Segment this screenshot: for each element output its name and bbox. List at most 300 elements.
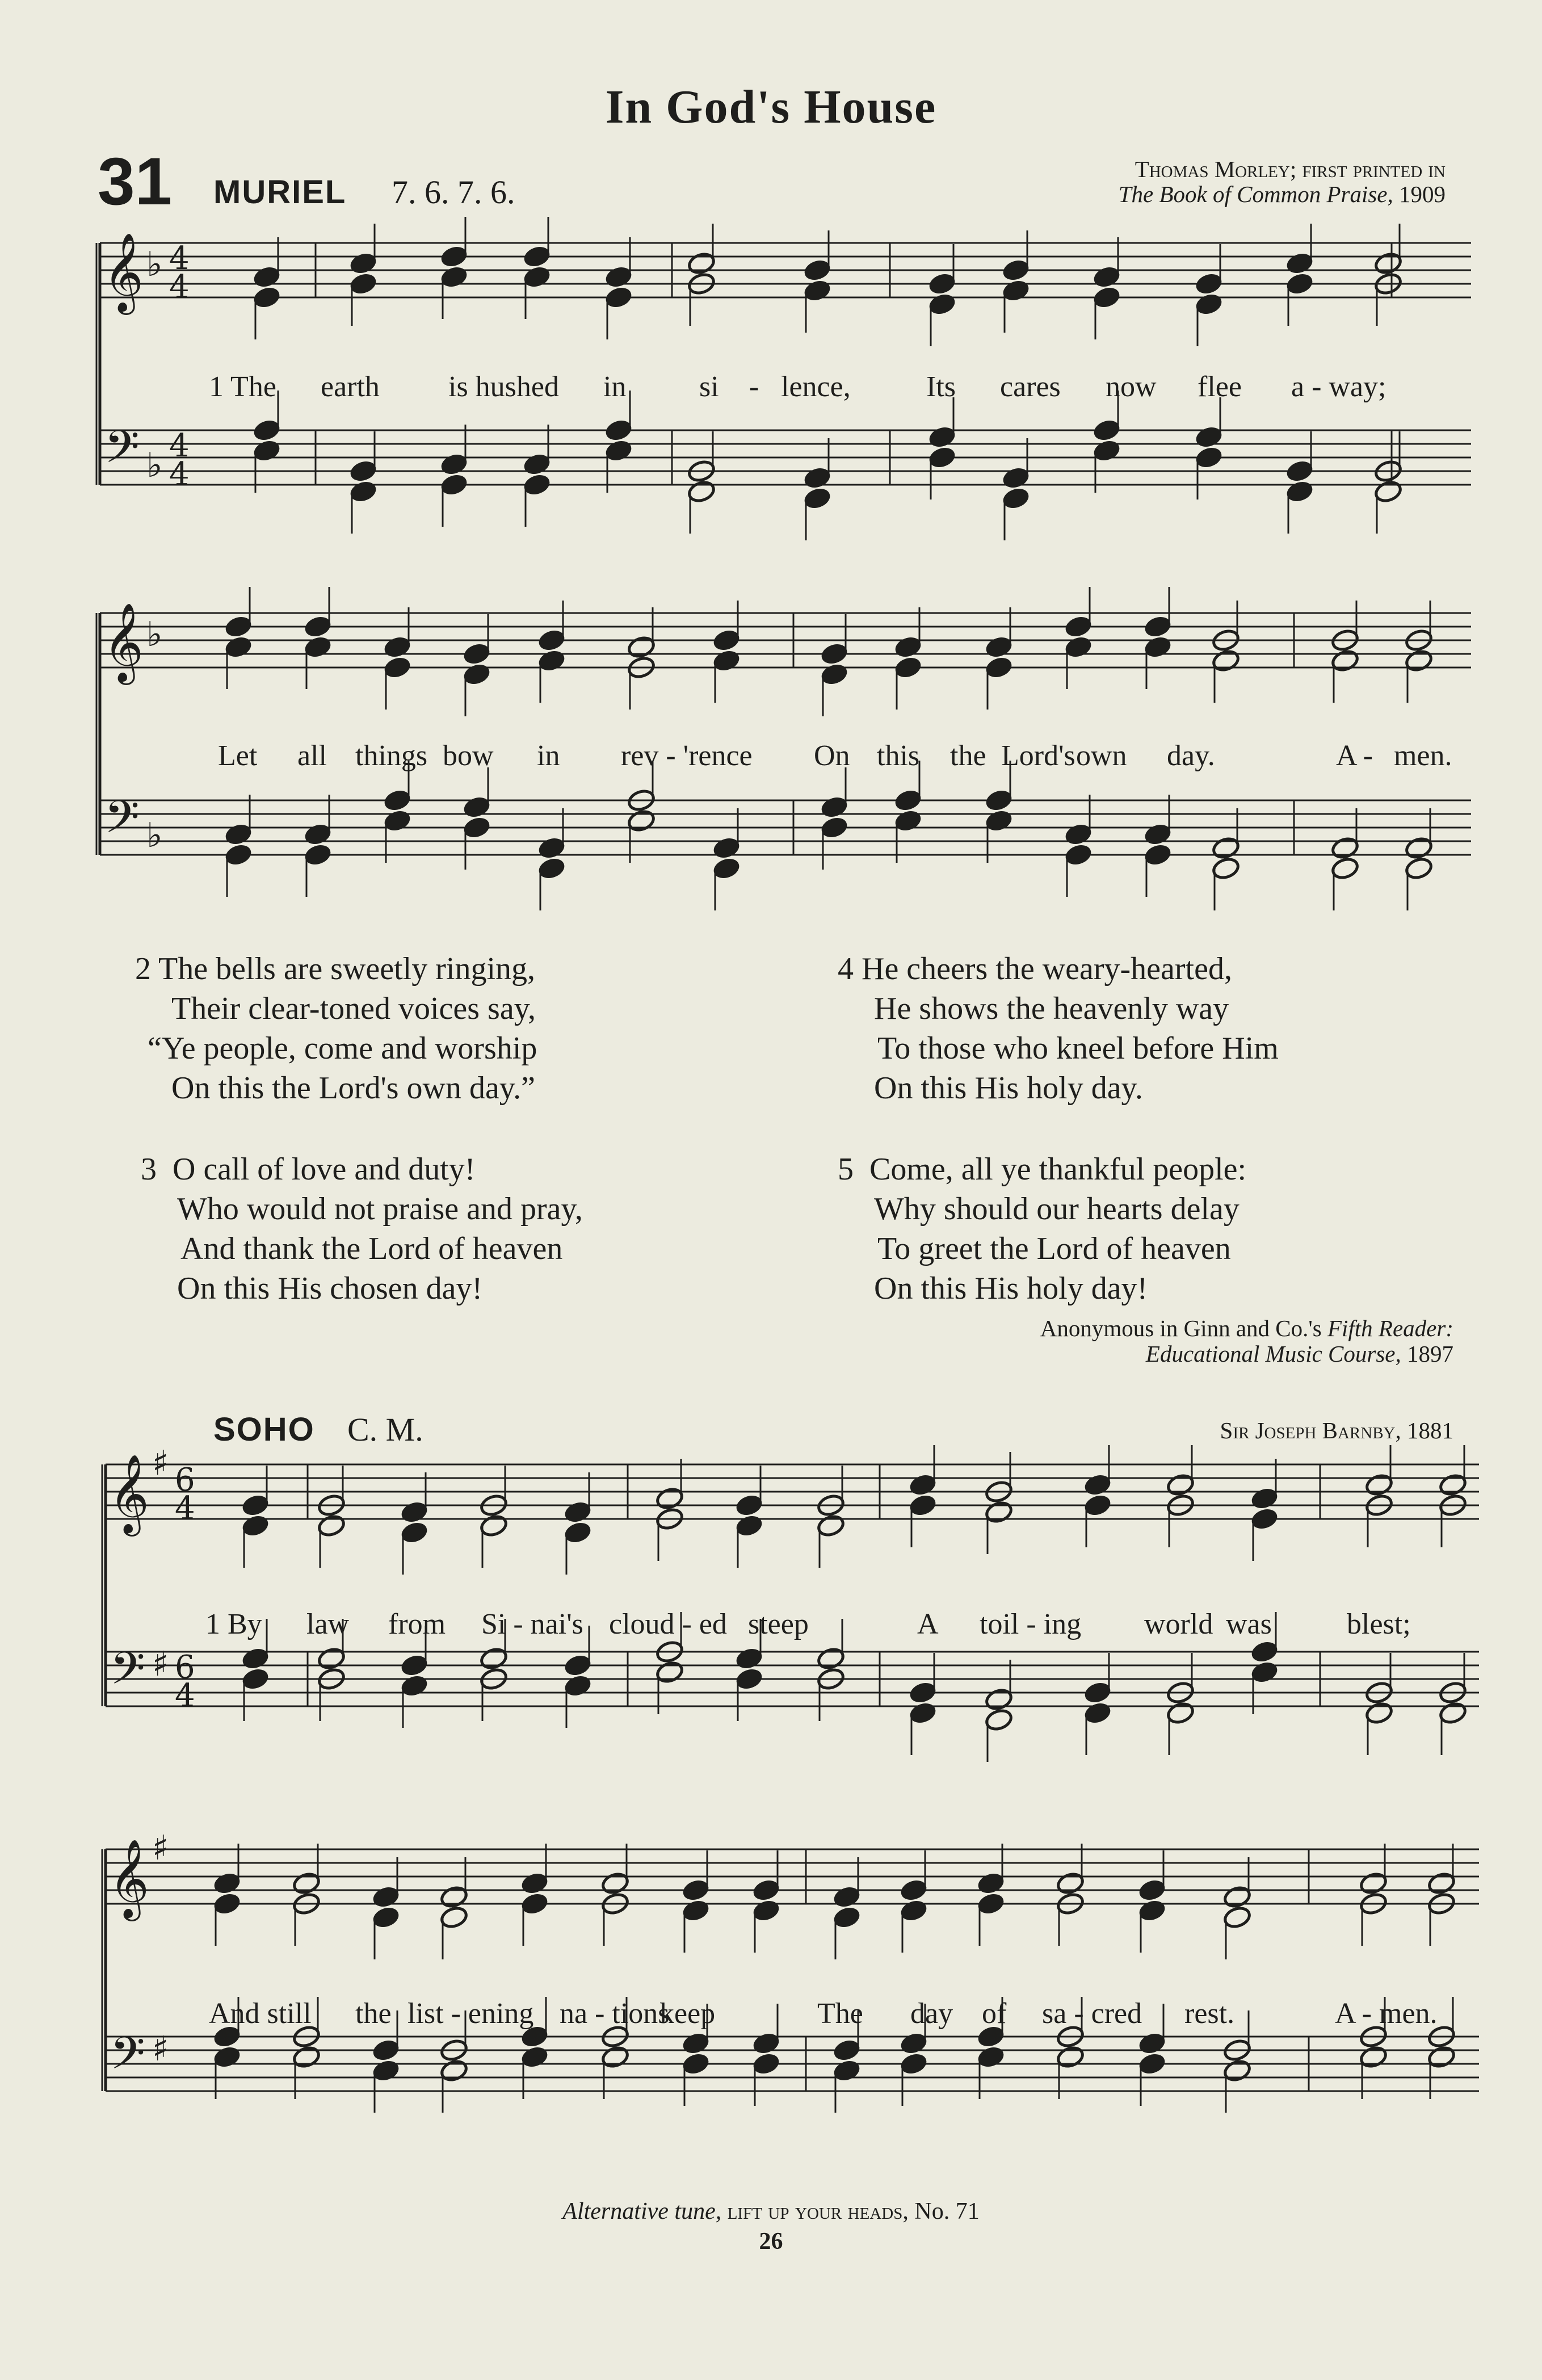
time-signature-icon: 4 bbox=[169, 268, 190, 305]
note-head-icon bbox=[899, 1878, 928, 1902]
lyric-syllable: On bbox=[814, 740, 850, 772]
note-head-icon bbox=[976, 1891, 1006, 1916]
note-head-icon bbox=[462, 662, 491, 686]
note-head-icon bbox=[1143, 635, 1173, 659]
note-head-icon bbox=[1404, 648, 1434, 673]
note-head-icon bbox=[1056, 1871, 1085, 1895]
note-head-icon bbox=[1373, 479, 1403, 503]
tune-name-2: SOHO bbox=[213, 1411, 315, 1448]
note-head-icon bbox=[600, 1871, 630, 1895]
lyric-syllable: A - bbox=[1336, 740, 1373, 772]
note-head-icon bbox=[984, 788, 1014, 812]
note-head-icon bbox=[627, 635, 656, 659]
sharp-key-signature-icon: ♯ bbox=[152, 1644, 169, 1684]
lyric-syllable: law bbox=[306, 1608, 350, 1640]
note-head-icon bbox=[1001, 278, 1031, 303]
note-head-icon bbox=[563, 1500, 593, 1524]
note-head-icon bbox=[252, 418, 281, 442]
time-signature-icon: 4 bbox=[169, 427, 190, 464]
note-head-icon bbox=[984, 655, 1014, 679]
note-head-icon bbox=[252, 285, 281, 309]
note-head-icon bbox=[520, 2045, 549, 2069]
note-head-icon bbox=[439, 1905, 469, 1929]
note-head-icon bbox=[1056, 2045, 1085, 2069]
lyric-syllable: day. bbox=[1167, 740, 1215, 772]
verse-line: 3 O call of love and duty! bbox=[141, 1152, 476, 1187]
note-head-icon bbox=[292, 1871, 321, 1895]
credit-prefix: Anonymous in Ginn and Co.'s bbox=[1040, 1315, 1322, 1341]
note-head-icon bbox=[1222, 2058, 1252, 2083]
note-head-icon bbox=[687, 251, 716, 275]
note-head-icon bbox=[522, 265, 552, 289]
note-head-icon bbox=[1211, 648, 1241, 673]
time-signature-icon: 4 bbox=[169, 240, 190, 277]
note-head-icon bbox=[734, 1667, 764, 1691]
note-head-icon bbox=[655, 1660, 684, 1684]
verse-3 bbox=[141, 1149, 583, 1308]
note-head-icon bbox=[371, 2058, 401, 2083]
note-head-icon bbox=[832, 1905, 862, 1929]
sharp-key-signature-icon: ♯ bbox=[152, 1828, 169, 1868]
note-head-icon bbox=[1143, 822, 1173, 846]
text-credit bbox=[1040, 1316, 1453, 1367]
note-head-icon bbox=[348, 479, 378, 503]
note-head-icon bbox=[400, 1673, 429, 1698]
note-head-icon bbox=[400, 1653, 429, 1677]
source-title: The Book of Common Praise, bbox=[1118, 181, 1393, 208]
lyric-syllable: a - way; bbox=[1291, 371, 1386, 403]
note-head-icon bbox=[893, 635, 923, 659]
credit-title-2: Educational Music Course, bbox=[1145, 1341, 1401, 1367]
note-head-icon bbox=[899, 1898, 928, 1923]
lyric-syllable: things bbox=[355, 740, 428, 772]
bass-clef-icon: 𝄢 bbox=[110, 2027, 145, 2091]
treble-clef-icon: 𝄞 bbox=[103, 233, 144, 312]
source-year: 1909 bbox=[1399, 181, 1446, 208]
lyric-syllable: cares bbox=[1000, 371, 1061, 403]
note-head-icon bbox=[1064, 842, 1093, 867]
lyric-syllable: A bbox=[917, 1608, 939, 1640]
time-signature-icon: 4 bbox=[175, 1677, 195, 1714]
note-head-icon bbox=[439, 265, 469, 289]
note-head-icon bbox=[984, 1687, 1014, 1711]
note-head-icon bbox=[604, 438, 633, 463]
time-signature-icon: 6 bbox=[175, 1462, 195, 1498]
note-head-icon bbox=[927, 292, 957, 316]
note-head-icon bbox=[537, 628, 566, 652]
lyric-syllable: list - ening bbox=[407, 1997, 534, 2030]
note-head-icon bbox=[348, 459, 378, 483]
note-head-icon bbox=[893, 655, 923, 679]
note-head-icon bbox=[712, 648, 741, 673]
note-head-icon bbox=[712, 628, 741, 652]
lyric-syllable: And still bbox=[209, 1997, 312, 2030]
note-head-icon bbox=[976, 1871, 1006, 1895]
note-head-icon bbox=[212, 1891, 242, 1916]
verse-2 bbox=[135, 949, 537, 1108]
note-head-icon bbox=[317, 1646, 346, 1670]
lyric-syllable: the bbox=[950, 740, 986, 772]
verse-line: To greet the Lord of heaven bbox=[877, 1231, 1231, 1266]
note-head-icon bbox=[439, 472, 469, 497]
note-head-icon bbox=[1092, 438, 1121, 463]
composer-attribution-2: Sir Joseph Barnby, 1881 bbox=[1220, 1417, 1453, 1443]
lyric-syllable: The bbox=[817, 1997, 863, 2030]
note-head-icon bbox=[1137, 1878, 1167, 1902]
lyrics-line-3 bbox=[0, 1607, 1542, 1647]
note-head-icon bbox=[522, 244, 552, 268]
sharp-key-signature-icon: ♯ bbox=[152, 2029, 169, 2069]
note-head-icon bbox=[1250, 1660, 1279, 1684]
note-head-icon bbox=[1092, 418, 1121, 442]
note-head-icon bbox=[1250, 1486, 1279, 1510]
note-head-icon bbox=[520, 1871, 549, 1895]
lyric-syllable: is hushed bbox=[448, 371, 559, 403]
lyric-syllable: now bbox=[1106, 371, 1157, 403]
footer-no: No. 71 bbox=[914, 2198, 980, 2224]
lyric-syllable: was bbox=[1226, 1608, 1272, 1640]
note-head-icon bbox=[522, 452, 552, 476]
lyric-syllable: all bbox=[297, 740, 327, 772]
lyric-syllable: toil - ing bbox=[980, 1608, 1082, 1640]
note-head-icon bbox=[479, 1513, 509, 1538]
verse-line: On this His holy day. bbox=[874, 1071, 1143, 1106]
lyric-syllable: - bbox=[749, 371, 759, 403]
note-head-icon bbox=[1222, 1905, 1252, 1929]
note-head-icon bbox=[292, 2045, 321, 2069]
note-head-icon bbox=[563, 1520, 593, 1544]
note-head-icon bbox=[348, 271, 378, 296]
note-head-icon bbox=[317, 1513, 346, 1538]
note-head-icon bbox=[1285, 251, 1314, 275]
note-head-icon bbox=[734, 1513, 764, 1538]
footer-prefix: Alternative tune, bbox=[562, 2198, 722, 2224]
lyric-syllable: world bbox=[1144, 1608, 1213, 1640]
verse-4 bbox=[838, 949, 1279, 1108]
note-head-icon bbox=[1404, 836, 1434, 860]
lyrics-line-1 bbox=[0, 370, 1542, 410]
note-head-icon bbox=[712, 836, 741, 860]
note-head-icon bbox=[1222, 1884, 1252, 1909]
lyric-syllable: si bbox=[699, 371, 719, 403]
lyric-syllable: this bbox=[877, 740, 920, 772]
verse-line: 2 The bells are sweetly ringing, bbox=[135, 951, 536, 987]
credit-year: 1897 bbox=[1407, 1341, 1453, 1367]
bass-clef-icon: 𝄢 bbox=[104, 421, 140, 484]
time-signature-icon: 4 bbox=[169, 456, 190, 493]
note-head-icon bbox=[984, 635, 1014, 659]
note-head-icon bbox=[734, 1493, 764, 1517]
note-head-icon bbox=[1092, 285, 1121, 309]
note-head-icon bbox=[1083, 1680, 1112, 1705]
note-head-icon bbox=[908, 1680, 938, 1705]
lyric-syllable: Si - nai's bbox=[481, 1608, 583, 1640]
note-head-icon bbox=[655, 1486, 684, 1510]
note-head-icon bbox=[820, 795, 849, 819]
note-head-icon bbox=[681, 2051, 711, 2076]
credit-title: Fifth Reader: bbox=[1327, 1315, 1453, 1341]
lyric-syllable: own bbox=[1076, 740, 1127, 772]
note-head-icon bbox=[820, 641, 849, 666]
note-head-icon bbox=[832, 2038, 862, 2062]
note-head-icon bbox=[802, 278, 832, 303]
page-number: 26 bbox=[759, 2228, 783, 2255]
lyric-syllable: flee bbox=[1198, 371, 1242, 403]
tune-meter: 7. 6. 7. 6. bbox=[392, 174, 515, 211]
note-head-icon bbox=[212, 1871, 242, 1895]
note-head-icon bbox=[893, 808, 923, 833]
note-head-icon bbox=[832, 1884, 862, 1909]
note-head-icon bbox=[252, 438, 281, 463]
note-head-icon bbox=[820, 815, 849, 839]
note-head-icon bbox=[303, 822, 333, 846]
verse-line: 5 Come, all ye thankful people: bbox=[838, 1152, 1247, 1187]
note-head-icon bbox=[1083, 1701, 1112, 1725]
note-head-icon bbox=[1001, 465, 1031, 490]
note-head-icon bbox=[537, 648, 566, 673]
lyric-syllable: sa - cred bbox=[1042, 1997, 1142, 2030]
note-head-icon bbox=[1359, 1871, 1388, 1895]
time-signature-icon: 4 bbox=[175, 1490, 195, 1527]
note-head-icon bbox=[1250, 1506, 1279, 1531]
note-head-icon bbox=[1143, 842, 1173, 867]
note-head-icon bbox=[303, 635, 333, 659]
note-head-icon bbox=[1194, 445, 1224, 469]
note-head-icon bbox=[1330, 648, 1360, 673]
note-head-icon bbox=[816, 1513, 846, 1538]
note-head-icon bbox=[751, 1898, 781, 1923]
treble-clef-icon: 𝄞 bbox=[109, 1454, 149, 1533]
note-head-icon bbox=[303, 842, 333, 867]
verse-line: “Ye people, come and worship bbox=[148, 1031, 537, 1066]
treble-clef-icon: 𝄞 bbox=[103, 603, 144, 682]
note-head-icon bbox=[984, 808, 1014, 833]
note-head-icon bbox=[908, 1472, 938, 1497]
footer-ref: lift up your heads, bbox=[727, 2198, 909, 2224]
note-head-icon bbox=[479, 1646, 509, 1670]
note-head-icon bbox=[1404, 856, 1434, 880]
lyric-syllable: men. bbox=[1394, 740, 1452, 772]
verse-line: 4 He cheers the weary-hearted, bbox=[838, 951, 1232, 987]
tune-meter-2: C. M. bbox=[347, 1411, 423, 1448]
lyric-syllable: A - bbox=[1335, 1997, 1372, 2030]
verse-line: On this the Lord's own day.” bbox=[171, 1071, 536, 1106]
note-head-icon bbox=[1143, 614, 1173, 639]
note-head-icon bbox=[832, 2058, 862, 2083]
lyric-syllable: lence, bbox=[781, 371, 851, 403]
lyric-syllable: Its bbox=[926, 371, 956, 403]
note-head-icon bbox=[1166, 1701, 1195, 1725]
note-head-icon bbox=[1083, 1472, 1112, 1497]
note-head-icon bbox=[462, 815, 491, 839]
lyric-syllable: rest. bbox=[1184, 1997, 1235, 2030]
note-head-icon bbox=[1194, 425, 1224, 449]
lyric-syllable: 1 By bbox=[205, 1608, 262, 1640]
note-head-icon bbox=[439, 244, 469, 268]
note-head-icon bbox=[600, 2045, 630, 2069]
note-head-icon bbox=[371, 1905, 401, 1929]
lyric-syllable: Let bbox=[218, 740, 258, 772]
note-head-icon bbox=[400, 1520, 429, 1544]
verse-line: On this His holy day! bbox=[874, 1271, 1148, 1306]
note-head-icon bbox=[224, 842, 253, 867]
note-head-icon bbox=[1285, 459, 1314, 483]
verse-line: And thank the Lord of heaven bbox=[180, 1231, 563, 1266]
note-head-icon bbox=[1137, 1898, 1167, 1923]
note-head-icon bbox=[462, 641, 491, 666]
lyric-syllable: earth bbox=[321, 371, 380, 403]
lyric-syllable: blest; bbox=[1347, 1608, 1411, 1640]
tune-name: MURIEL bbox=[213, 174, 347, 211]
note-head-icon bbox=[1285, 271, 1314, 296]
note-head-icon bbox=[383, 635, 412, 659]
note-head-icon bbox=[1427, 2045, 1456, 2069]
note-head-icon bbox=[241, 1513, 270, 1538]
note-head-icon bbox=[1137, 2051, 1167, 2076]
lyric-syllable: of bbox=[982, 1997, 1007, 2030]
lyric-syllable: in bbox=[603, 371, 627, 403]
lyric-syllable: the bbox=[355, 1997, 392, 2030]
lyric-syllable: steep bbox=[748, 1608, 809, 1640]
note-head-icon bbox=[976, 2045, 1006, 2069]
page-title: In God's House bbox=[605, 81, 937, 133]
note-head-icon bbox=[348, 251, 378, 275]
note-head-icon bbox=[212, 2045, 242, 2069]
footer-note bbox=[0, 2198, 1542, 2225]
note-head-icon bbox=[751, 2051, 781, 2076]
note-head-icon bbox=[687, 479, 716, 503]
note-head-icon bbox=[439, 2058, 469, 2083]
note-head-icon bbox=[1373, 251, 1403, 275]
note-head-icon bbox=[522, 472, 552, 497]
note-head-icon bbox=[604, 285, 633, 309]
note-head-icon bbox=[224, 614, 253, 639]
verse-line: Their clear-toned voices say, bbox=[171, 991, 536, 1026]
lyric-syllable: in bbox=[537, 740, 560, 772]
note-head-icon bbox=[734, 1646, 764, 1670]
lyric-syllable: men. bbox=[1379, 1997, 1438, 2030]
note-head-icon bbox=[927, 445, 957, 469]
note-head-icon bbox=[241, 1646, 270, 1670]
note-head-icon bbox=[383, 808, 412, 833]
note-head-icon bbox=[1064, 822, 1093, 846]
flat-key-signature-icon: ♭ bbox=[146, 245, 163, 284]
treble-clef-icon: 𝄞 bbox=[109, 1839, 149, 1918]
note-head-icon bbox=[241, 1667, 270, 1691]
hymn-number: 31 bbox=[98, 144, 173, 219]
note-head-icon bbox=[1092, 265, 1121, 289]
note-head-icon bbox=[1330, 856, 1360, 880]
note-head-icon bbox=[802, 465, 832, 490]
note-head-icon bbox=[984, 1500, 1014, 1524]
note-head-icon bbox=[712, 856, 741, 880]
flat-key-signature-icon: ♭ bbox=[146, 816, 163, 855]
note-head-icon bbox=[681, 1898, 711, 1923]
note-head-icon bbox=[537, 836, 566, 860]
note-head-icon bbox=[899, 2051, 928, 2076]
lyric-syllable: na - tions bbox=[560, 1997, 670, 2030]
verse-line: Why should our hearts delay bbox=[874, 1191, 1240, 1227]
note-head-icon bbox=[927, 271, 957, 296]
note-head-icon bbox=[224, 822, 253, 846]
note-head-icon bbox=[241, 1493, 270, 1517]
note-head-icon bbox=[627, 808, 656, 833]
note-head-icon bbox=[1194, 292, 1224, 316]
lyric-syllable: keep bbox=[659, 1997, 716, 2030]
lyric-syllable: cloud - ed bbox=[609, 1608, 727, 1640]
note-head-icon bbox=[802, 486, 832, 510]
note-head-icon bbox=[1001, 258, 1031, 282]
bass-clef-icon: 𝄢 bbox=[110, 1642, 145, 1706]
note-head-icon bbox=[303, 614, 333, 639]
note-head-icon bbox=[893, 788, 923, 812]
lyric-syllable: day bbox=[910, 1997, 953, 2030]
note-head-icon bbox=[1194, 271, 1224, 296]
note-head-icon bbox=[1427, 1871, 1456, 1895]
note-head-icon bbox=[439, 452, 469, 476]
note-head-icon bbox=[751, 1878, 781, 1902]
note-head-icon bbox=[820, 662, 849, 686]
note-head-icon bbox=[1438, 1472, 1468, 1497]
verse-line: He shows the heavenly way bbox=[874, 991, 1229, 1026]
note-head-icon bbox=[927, 425, 957, 449]
lyric-syllable: rev - 'rence bbox=[621, 740, 753, 772]
sharp-key-signature-icon: ♯ bbox=[152, 1443, 169, 1483]
note-head-icon bbox=[1064, 635, 1093, 659]
note-head-icon bbox=[1285, 479, 1314, 503]
note-head-icon bbox=[1064, 614, 1093, 639]
flat-key-signature-icon: ♭ bbox=[146, 446, 163, 485]
note-head-icon bbox=[400, 1500, 429, 1524]
note-head-icon bbox=[224, 635, 253, 659]
note-head-icon bbox=[563, 1673, 593, 1698]
note-head-icon bbox=[563, 1653, 593, 1677]
lyric-syllable: bow bbox=[443, 740, 494, 772]
lyrics-line-4 bbox=[0, 1997, 1542, 2037]
note-head-icon bbox=[1359, 2045, 1388, 2069]
verse-line: Who would not praise and pray, bbox=[177, 1191, 583, 1227]
note-head-icon bbox=[252, 265, 281, 289]
note-head-icon bbox=[537, 856, 566, 880]
note-head-icon bbox=[802, 258, 832, 282]
note-head-icon bbox=[604, 418, 633, 442]
note-head-icon bbox=[1211, 836, 1241, 860]
note-head-icon bbox=[439, 1884, 469, 1909]
note-head-icon bbox=[383, 655, 412, 679]
note-head-icon bbox=[681, 1878, 711, 1902]
note-head-icon bbox=[816, 1646, 846, 1670]
time-signature-icon: 6 bbox=[175, 1649, 195, 1686]
note-head-icon bbox=[1330, 836, 1360, 860]
note-head-icon bbox=[984, 1707, 1014, 1732]
note-head-icon bbox=[604, 265, 633, 289]
note-head-icon bbox=[371, 1884, 401, 1909]
note-head-icon bbox=[1001, 486, 1031, 510]
note-head-icon bbox=[371, 2038, 401, 2062]
verse-5 bbox=[838, 1149, 1246, 1308]
bass-clef-icon: 𝄢 bbox=[104, 791, 140, 854]
verse-line: On this His chosen day! bbox=[177, 1271, 483, 1306]
composer-line: Thomas Morley; first printed in bbox=[1135, 156, 1446, 182]
note-head-icon bbox=[1364, 1701, 1394, 1725]
note-head-icon bbox=[1438, 1701, 1468, 1725]
lyric-syllable: Lord's bbox=[1001, 740, 1075, 772]
note-head-icon bbox=[1211, 856, 1241, 880]
flat-key-signature-icon: ♭ bbox=[146, 615, 163, 654]
note-head-icon bbox=[908, 1493, 938, 1517]
verse-line: To those who kneel before Him bbox=[877, 1031, 1279, 1066]
lyric-syllable: 1 The bbox=[209, 371, 276, 403]
